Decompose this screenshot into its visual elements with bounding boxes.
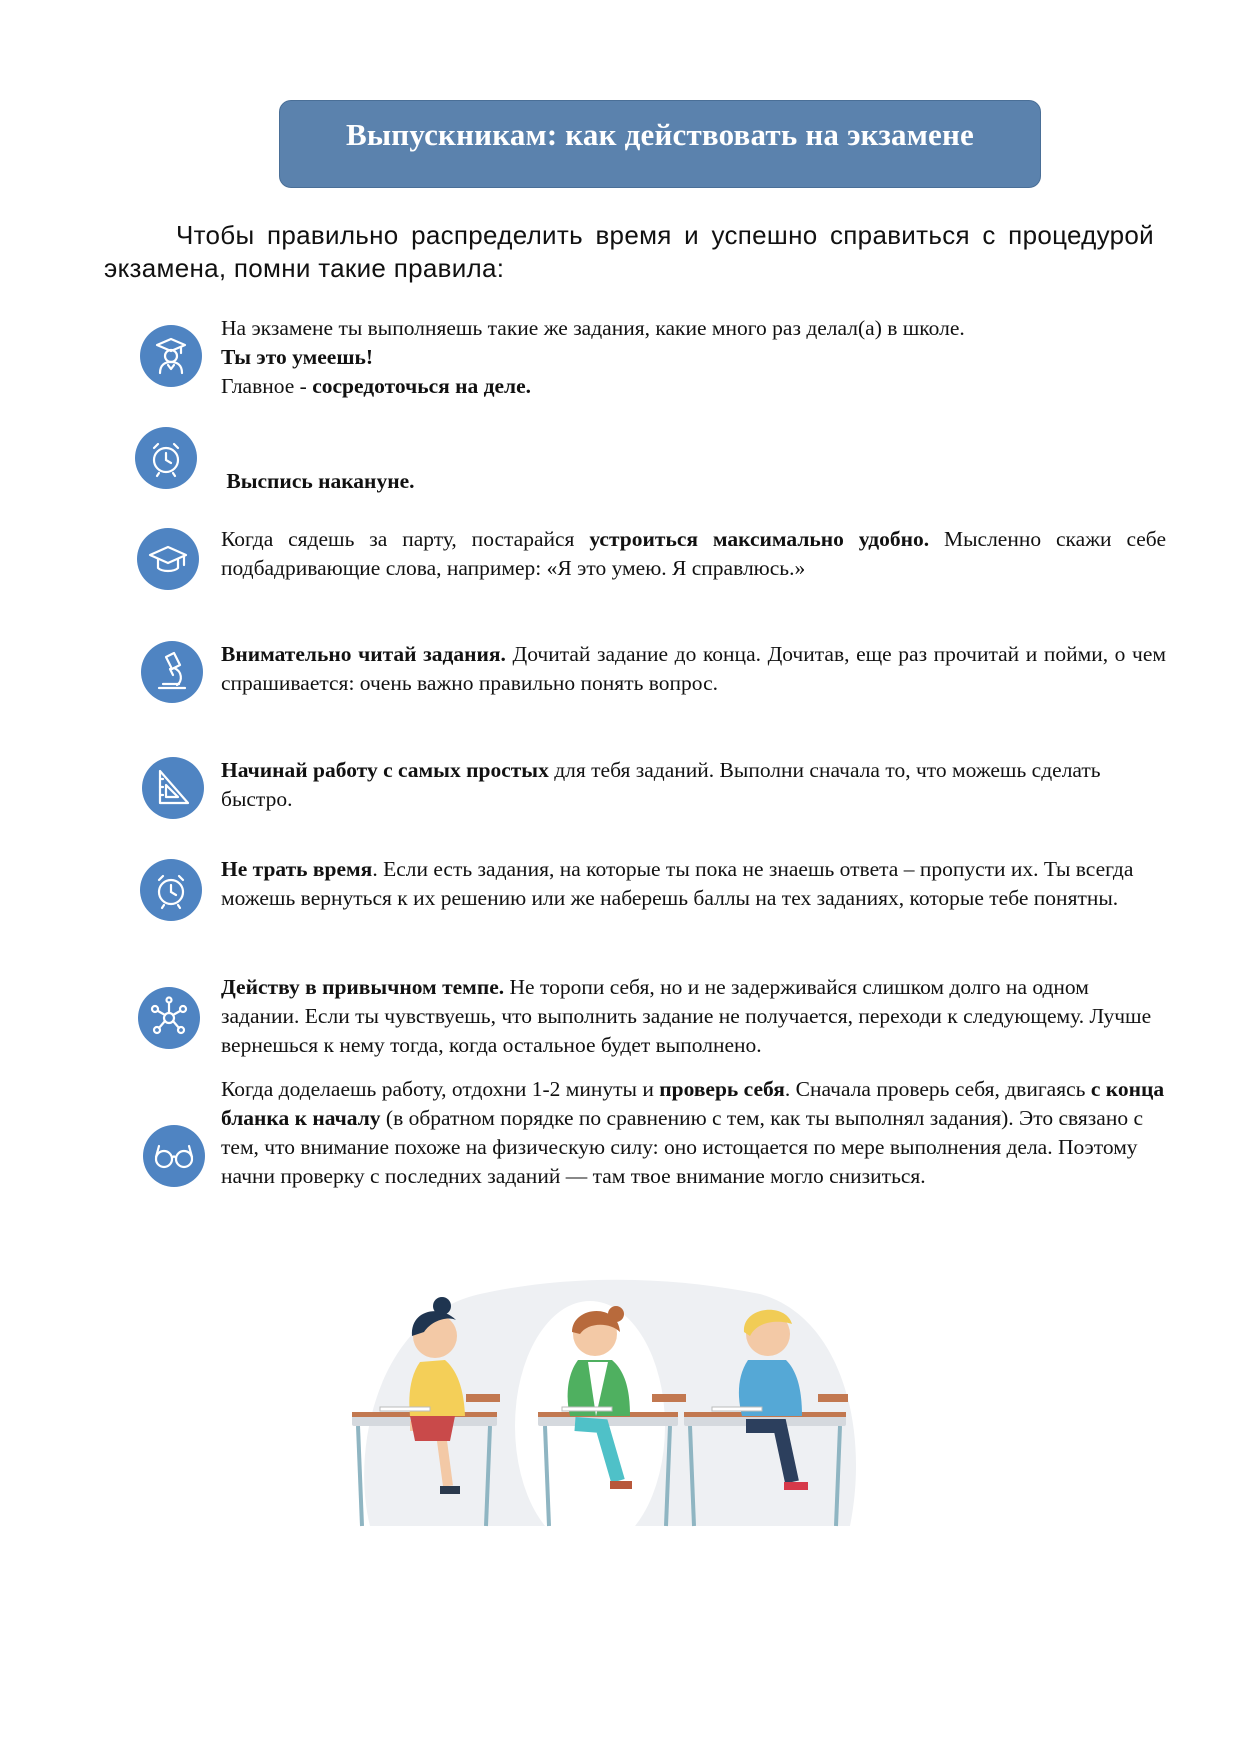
rule-3 [221,525,1166,583]
rule-1-line3: Главное - [221,374,313,398]
students-at-desks-illustration [340,1276,870,1542]
rule-3-text: Когда сядешь за парту, постарайся [221,527,590,551]
rule-2 [221,467,415,496]
rule-7-bold: Действу в привычном темпе. [221,975,505,999]
rule-8 [221,1075,1166,1191]
page-title: Выпускникам: как действовать на экзамене [346,117,974,152]
rule-7 [221,973,1166,1060]
rule-8-text: Когда доделаешь работу, отдохни 1-2 минуты и [221,1077,660,1101]
rule-6 [221,855,1141,913]
rule-7-text: Не торопи себя, но и не задерживайся слишком долго на одном задании. Если ты чувствуешь, что выполнить задание не получается, переходи к следующему. Лучше вернешься к нему тогда, когда остальное будет выполнено. [221,975,1152,1057]
rule-2-bold: Выспись накануне. [226,469,415,493]
molecule-icon [138,987,200,1049]
title-banner [279,100,1041,188]
rule-4-text: Дочитай задание до конца. Дочитав, еще раз прочитай и пойми, о чем спрашивается: очень важно правильно понять вопрос. [221,642,1166,695]
rule-8-text-3: (в обратном порядке по сравнению с тем, как ты выполнял задания). Это связано с тем, что внимание похоже на физическую силу: оно истощается по мере выполнения дела. Поэтому начни проверку с последних заданий — там твое внимание могло снизиться. [221,1106,1143,1188]
rule-5 [221,756,1171,814]
microscope-icon [141,641,203,703]
rule-6-bold: Не трать время [221,857,373,881]
glasses-icon [143,1125,205,1187]
rule-3-bold: устроиться максимально удобно. [589,527,930,551]
rule-4 [221,640,1166,698]
alarm-clock-icon [135,427,197,489]
rule-3-text-2: Мысленно скажи себе подбадривающие слова, например: «Я это умею. Я справлюсь.» [221,527,1166,580]
rule-1 [221,314,1101,401]
rule-8-bold: проверь себя [659,1077,785,1101]
rule-8-bold-2: с конца бланка к началу [221,1077,1165,1130]
alarm-clock-icon [140,859,202,921]
intro-paragraph: Чтобы правильно распределить время и успешно справиться с процедурой экзамена, помни такие правила: [104,220,1154,283]
rule-1-line1: На экзамене ты выполняешь такие же задания, какие много раз делал(а) в школе. [221,316,965,340]
graduation-cap-icon [137,528,199,590]
ruler-triangle-icon [142,757,204,819]
graduate-icon [140,325,202,387]
rule-5-bold: Начинай работу с самых простых [221,758,549,782]
rule-4-bold: Внимательно читай задания. [221,642,506,666]
rule-5-text: для тебя заданий. Выполни сначала то, что можешь сделать быстро. [221,758,1101,811]
rule-8-text-2: . Сначала проверь себя, двигаясь [784,1077,1091,1101]
rule-1-line3-bold: сосредоточься на деле. [312,374,532,398]
rule-6-text: . Если есть задания, на которые ты пока не знаешь ответа – пропусти их. Ты всегда можешь вернуться к их решению или же наберешь баллы на тех заданиях, которые тебе понятны. [221,857,1134,910]
rule-1-line2: Ты это умеешь! [221,345,374,369]
